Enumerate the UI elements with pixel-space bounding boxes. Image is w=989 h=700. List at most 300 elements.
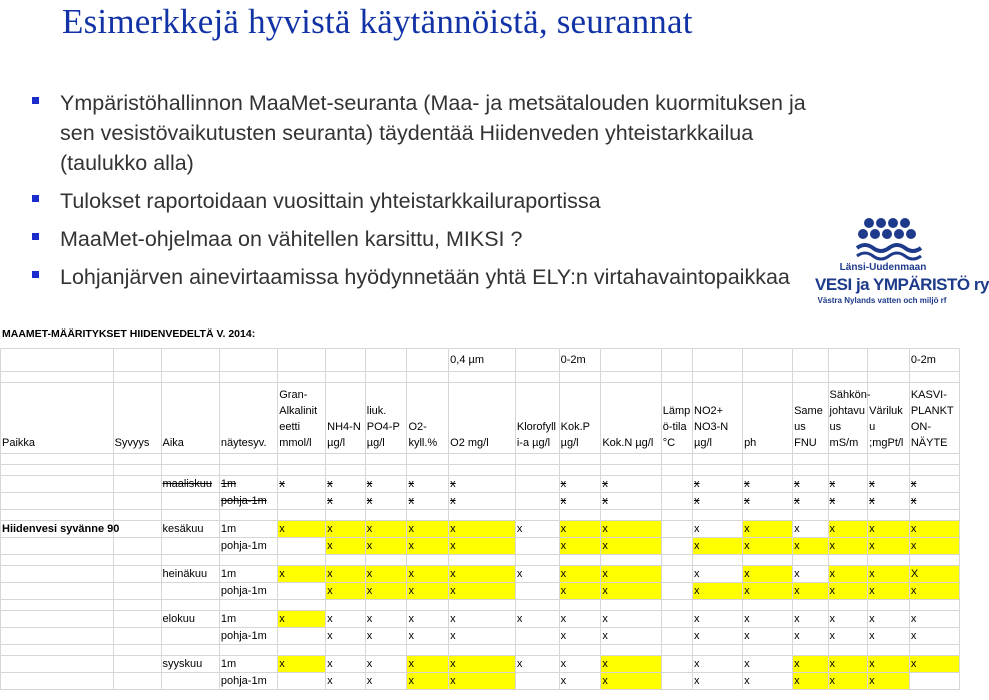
- table-cell: syyskuu: [161, 656, 219, 673]
- table-cell: x: [407, 673, 449, 690]
- table-cell: x: [449, 673, 516, 690]
- empty-cell: [278, 628, 326, 645]
- table-cell: x: [449, 656, 516, 673]
- table-cell: pohja-1m: [219, 673, 277, 690]
- empty-cell: [601, 555, 661, 566]
- empty-cell: [1, 583, 114, 600]
- table-cell: x: [278, 566, 326, 583]
- table-row: [1, 656, 960, 673]
- table-cell: x: [793, 521, 828, 538]
- empty-cell: [278, 538, 326, 555]
- col-header: Kok.N µg/l: [601, 383, 661, 454]
- table-cell: x: [278, 476, 326, 493]
- bullet-item: Tulokset raportoidaan vuosittain yhteistarkkailuraportissa: [30, 186, 820, 216]
- table-cell: x: [693, 628, 743, 645]
- table-cell: x: [601, 656, 661, 673]
- table-cell: x: [693, 566, 743, 583]
- empty-cell: [559, 372, 601, 383]
- empty-cell: [743, 454, 793, 465]
- table-cell: x: [559, 566, 601, 583]
- table-cell: x: [828, 673, 868, 690]
- table-cell: x: [693, 656, 743, 673]
- empty-cell: [1, 673, 114, 690]
- table-cell: x: [365, 521, 407, 538]
- table-cell: x: [828, 628, 868, 645]
- empty-cell: [661, 521, 692, 538]
- empty-cell: [661, 465, 692, 476]
- col-header: Aika: [161, 383, 219, 454]
- table-cell: x: [743, 583, 793, 600]
- empty-cell: [1, 628, 114, 645]
- empty-cell: [113, 476, 161, 493]
- empty-cell: [601, 349, 661, 372]
- table-cell: x: [693, 583, 743, 600]
- table-cell: x: [365, 628, 407, 645]
- empty-cell: [278, 673, 326, 690]
- empty-cell: [365, 454, 407, 465]
- empty-cell: [407, 510, 449, 521]
- empty-cell: [515, 465, 559, 476]
- empty-cell: [909, 600, 959, 611]
- table-cell: 1m: [219, 476, 277, 493]
- col-header: Väriluk u ;mgPt/l: [868, 383, 910, 454]
- empty-cell: [449, 465, 516, 476]
- table-cell: x: [365, 656, 407, 673]
- empty-cell: [278, 645, 326, 656]
- empty-cell: [828, 600, 868, 611]
- col-header: näytesyv.: [219, 383, 277, 454]
- empty-cell: [365, 600, 407, 611]
- empty-cell: [326, 555, 366, 566]
- page-title: Esimerkkejä hyvistä käytännöistä, seurannat: [62, 2, 693, 41]
- organization-logo: [815, 212, 989, 320]
- table-cell: x: [365, 611, 407, 628]
- empty-cell: [601, 372, 661, 383]
- empty-cell: [161, 454, 219, 465]
- bullet-item: MaaMet-ohjelmaa on vähitellen karsittu, MIKSI ?: [30, 224, 820, 254]
- table-cell: x: [326, 538, 366, 555]
- empty-cell: [1, 611, 114, 628]
- table-cell: 1m: [219, 611, 277, 628]
- table-cell: x: [793, 583, 828, 600]
- table-cell: x: [559, 628, 601, 645]
- table-cell: x: [326, 566, 366, 583]
- table-cell: x: [559, 493, 601, 510]
- table-cell: x: [868, 628, 910, 645]
- table-caption: MAAMET-MÄÄRITYKSET HIIDENVEDELTÄ V. 2014:: [2, 328, 256, 340]
- empty-cell: [113, 583, 161, 600]
- empty-cell: [326, 645, 366, 656]
- table-cell: x: [449, 476, 516, 493]
- table-cell: x: [515, 566, 559, 583]
- table-row: [1, 566, 960, 583]
- table-cell: x: [365, 673, 407, 690]
- table-cell: x: [515, 611, 559, 628]
- empty-cell: [278, 454, 326, 465]
- empty-cell: [559, 600, 601, 611]
- table-cell: x: [559, 656, 601, 673]
- empty-cell: [407, 600, 449, 611]
- col-header: O2-kyll.%: [407, 383, 449, 454]
- empty-cell: [601, 454, 661, 465]
- empty-cell: [828, 372, 868, 383]
- table-cell: x: [868, 673, 910, 690]
- table-cell: x: [407, 566, 449, 583]
- empty-cell: [661, 583, 692, 600]
- empty-cell: [219, 555, 277, 566]
- empty-cell: [113, 465, 161, 476]
- table-cell: x: [407, 611, 449, 628]
- empty-cell: [559, 555, 601, 566]
- table-cell: x: [793, 566, 828, 583]
- empty-cell: [515, 476, 559, 493]
- empty-cell: [113, 611, 161, 628]
- table-cell: x: [909, 538, 959, 555]
- empty-cell: [161, 673, 219, 690]
- table-cell: x: [365, 583, 407, 600]
- table-cell: x: [693, 521, 743, 538]
- empty-cell: [113, 454, 161, 465]
- empty-cell: [1, 349, 114, 372]
- empty-cell: [449, 645, 516, 656]
- empty-cell: [1, 600, 114, 611]
- empty-cell: [278, 465, 326, 476]
- table-cell: x: [828, 493, 868, 510]
- table-cell: X: [909, 566, 959, 583]
- empty-cell: [909, 454, 959, 465]
- empty-cell: [515, 538, 559, 555]
- empty-cell: [113, 372, 161, 383]
- empty-cell: [909, 555, 959, 566]
- table-cell: x: [365, 493, 407, 510]
- empty-cell: [793, 372, 828, 383]
- empty-cell: [515, 493, 559, 510]
- empty-cell: [326, 600, 366, 611]
- table-cell: x: [278, 656, 326, 673]
- table-cell: x: [559, 673, 601, 690]
- empty-cell: [365, 372, 407, 383]
- empty-cell: [113, 645, 161, 656]
- table-cell: x: [828, 538, 868, 555]
- empty-cell: [161, 538, 219, 555]
- table-cell: x: [601, 673, 661, 690]
- empty-cell: [909, 645, 959, 656]
- col-header: NO2+ NO3-N µg/l: [693, 383, 743, 454]
- empty-cell: [868, 465, 910, 476]
- table-cell: x: [278, 611, 326, 628]
- table-row: [1, 538, 960, 555]
- empty-cell: [278, 600, 326, 611]
- table-cell: x: [326, 656, 366, 673]
- empty-cell: [743, 465, 793, 476]
- table-row: [1, 673, 960, 690]
- table-cell: x: [868, 538, 910, 555]
- empty-cell: [161, 583, 219, 600]
- square-bullet-icon: [32, 271, 39, 278]
- col-header: ph: [743, 383, 793, 454]
- empty-cell: [743, 555, 793, 566]
- empty-cell: [868, 510, 910, 521]
- empty-cell: [828, 454, 868, 465]
- table-cell: x: [743, 628, 793, 645]
- table-cell: x: [693, 611, 743, 628]
- table-cell: x: [559, 611, 601, 628]
- empty-cell: [515, 628, 559, 645]
- empty-cell: [1, 476, 114, 493]
- table-cell: x: [559, 476, 601, 493]
- empty-cell: [113, 656, 161, 673]
- empty-cell: [219, 645, 277, 656]
- empty-cell: [326, 465, 366, 476]
- table-cell: x: [868, 476, 910, 493]
- empty-cell: [219, 465, 277, 476]
- table-cell: x: [868, 493, 910, 510]
- table-cell: x: [793, 538, 828, 555]
- empty-cell: [113, 510, 161, 521]
- table-cell: 1m: [219, 521, 277, 538]
- table-cell: x: [868, 566, 910, 583]
- table-cell: x: [601, 583, 661, 600]
- col-header: Gran-Alkalinit eetti mmol/l: [278, 383, 326, 454]
- table-cell: x: [868, 656, 910, 673]
- empty-cell: [601, 510, 661, 521]
- empty-cell: [278, 510, 326, 521]
- empty-cell: [515, 583, 559, 600]
- empty-cell: [693, 645, 743, 656]
- empty-cell: [793, 600, 828, 611]
- table-cell: x: [601, 493, 661, 510]
- empty-cell: [161, 645, 219, 656]
- empty-cell: [1, 555, 114, 566]
- table-cell: x: [743, 538, 793, 555]
- table-cell: x: [909, 493, 959, 510]
- empty-cell: [365, 645, 407, 656]
- table-cell: heinäkuu: [161, 566, 219, 583]
- empty-cell: [743, 372, 793, 383]
- wave-drops-icon: [815, 212, 955, 262]
- table-cell: pohja-1m: [219, 628, 277, 645]
- empty-cell: [365, 510, 407, 521]
- empty-cell: [693, 600, 743, 611]
- table-cell: x: [449, 493, 516, 510]
- empty-cell: [278, 583, 326, 600]
- table-cell: x: [909, 656, 959, 673]
- empty-cell: [793, 645, 828, 656]
- table-cell: x: [365, 538, 407, 555]
- empty-cell: [161, 628, 219, 645]
- table-cell: x: [601, 538, 661, 555]
- table-cell: x: [909, 611, 959, 628]
- table-cell: x: [909, 521, 959, 538]
- table-cell: x: [793, 673, 828, 690]
- empty-cell: [828, 555, 868, 566]
- empty-cell: [219, 454, 277, 465]
- col-header: Kok.P µg/l: [559, 383, 601, 454]
- table-cell: x: [407, 476, 449, 493]
- table-cell: Hiidenvesi syvänne 90: [1, 521, 114, 538]
- empty-cell: [113, 538, 161, 555]
- empty-cell: [449, 454, 516, 465]
- empty-cell: [515, 510, 559, 521]
- empty-cell: [743, 349, 793, 372]
- table-cell: x: [407, 583, 449, 600]
- table-cell: x: [743, 566, 793, 583]
- table-cell: pohja-1m: [219, 538, 277, 555]
- table-cell: x: [601, 521, 661, 538]
- empty-cell: [828, 465, 868, 476]
- table-cell: x: [326, 521, 366, 538]
- empty-cell: [661, 493, 692, 510]
- table-cell: x: [559, 583, 601, 600]
- table-cell: kesäkuu: [161, 521, 219, 538]
- table-cell: elokuu: [161, 611, 219, 628]
- table-header-row: [1, 383, 960, 454]
- table-cell: 1m: [219, 656, 277, 673]
- table-cell: x: [828, 476, 868, 493]
- empty-cell: [161, 465, 219, 476]
- empty-cell: [326, 510, 366, 521]
- table-cell: x: [743, 656, 793, 673]
- square-bullet-icon: [32, 233, 39, 240]
- table-cell: x: [449, 611, 516, 628]
- empty-cell: [559, 510, 601, 521]
- table-row: [1, 476, 960, 493]
- table-cell: x: [909, 583, 959, 600]
- table-cell: x: [828, 656, 868, 673]
- empty-cell: [278, 349, 326, 372]
- empty-cell: [278, 372, 326, 383]
- empty-cell: [661, 645, 692, 656]
- empty-cell: [219, 372, 277, 383]
- table-cell: x: [326, 493, 366, 510]
- bullet-item: Ympäristöhallinnon MaaMet-seuranta (Maa- ja metsätalouden kuormituksen ja sen vesistövaikutusten seuranta) täydentää Hiidenveden yhteistarkkailua (taulukko alla): [30, 88, 820, 178]
- col-header: O2 mg/l: [449, 383, 516, 454]
- table-cell: x: [601, 611, 661, 628]
- empty-cell: [326, 349, 366, 372]
- table-cell: 1m: [219, 566, 277, 583]
- empty-cell: [113, 673, 161, 690]
- empty-cell: [1, 656, 114, 673]
- logo-line-2: VESI ja YMPÄRISTÖ ry: [815, 275, 989, 294]
- empty-cell: [909, 465, 959, 476]
- empty-cell: [515, 372, 559, 383]
- empty-cell: [365, 555, 407, 566]
- empty-cell: [693, 555, 743, 566]
- empty-cell: [559, 465, 601, 476]
- table-cell: x: [793, 476, 828, 493]
- empty-cell: [1, 645, 114, 656]
- col-header: liuk. PO4-P µg/l: [365, 383, 407, 454]
- empty-cell: [793, 465, 828, 476]
- empty-cell: [868, 349, 910, 372]
- empty-cell: [693, 465, 743, 476]
- table-cell: x: [515, 521, 559, 538]
- empty-cell: [449, 510, 516, 521]
- table-cell: x: [449, 583, 516, 600]
- empty-cell: [113, 628, 161, 645]
- empty-cell: [693, 454, 743, 465]
- table-cell: x: [693, 476, 743, 493]
- table-cell: x: [601, 566, 661, 583]
- empty-cell: [113, 349, 161, 372]
- table-row: [1, 611, 960, 628]
- empty-cell: [693, 349, 743, 372]
- col-header: Syvyys: [113, 383, 161, 454]
- table-cell: x: [407, 656, 449, 673]
- empty-cell: [326, 454, 366, 465]
- table-cell: x: [326, 628, 366, 645]
- empty-cell: [407, 465, 449, 476]
- empty-cell: [868, 600, 910, 611]
- empty-cell: [515, 454, 559, 465]
- empty-cell: [661, 349, 692, 372]
- col-header: NH4-N µg/l: [326, 383, 366, 454]
- table-row: [1, 521, 960, 538]
- empty-cell: [407, 349, 449, 372]
- empty-cell: [828, 510, 868, 521]
- empty-cell: [661, 566, 692, 583]
- empty-cell: [219, 510, 277, 521]
- size-label: 0-2m: [909, 349, 959, 372]
- table-cell: x: [449, 538, 516, 555]
- empty-cell: [407, 645, 449, 656]
- empty-cell: [365, 465, 407, 476]
- empty-cell: [278, 493, 326, 510]
- empty-cell: [693, 510, 743, 521]
- empty-cell: [661, 476, 692, 493]
- empty-cell: [161, 600, 219, 611]
- table-cell: x: [449, 566, 516, 583]
- empty-cell: [1, 493, 114, 510]
- empty-cell: [1, 566, 114, 583]
- empty-cell: [909, 673, 959, 690]
- empty-cell: [661, 600, 692, 611]
- table-cell: x: [515, 656, 559, 673]
- empty-cell: [161, 510, 219, 521]
- table-cell: x: [693, 493, 743, 510]
- empty-cell: [909, 510, 959, 521]
- empty-cell: [161, 493, 219, 510]
- size-label: 0-2m: [559, 349, 601, 372]
- table-cell: x: [793, 628, 828, 645]
- table-cell: x: [743, 493, 793, 510]
- empty-cell: [161, 372, 219, 383]
- empty-cell: [793, 349, 828, 372]
- table-cell: x: [407, 493, 449, 510]
- empty-cell: [407, 372, 449, 383]
- table-cell: x: [909, 628, 959, 645]
- empty-cell: [661, 555, 692, 566]
- empty-cell: [365, 349, 407, 372]
- empty-cell: [661, 372, 692, 383]
- empty-cell: [828, 349, 868, 372]
- empty-cell: [601, 645, 661, 656]
- empty-cell: [661, 611, 692, 628]
- logo-line-1: Länsi-Uudenmaan: [839, 262, 927, 273]
- empty-cell: [449, 372, 516, 383]
- empty-cell: [113, 566, 161, 583]
- empty-cell: [278, 555, 326, 566]
- table-cell: x: [793, 611, 828, 628]
- empty-cell: [1, 510, 114, 521]
- square-bullet-icon: [32, 195, 39, 202]
- table-cell: x: [278, 521, 326, 538]
- empty-cell: [743, 600, 793, 611]
- empty-cell: [661, 628, 692, 645]
- empty-cell: [661, 673, 692, 690]
- empty-cell: [661, 454, 692, 465]
- col-header: Klorofyll i-a µg/l: [515, 383, 559, 454]
